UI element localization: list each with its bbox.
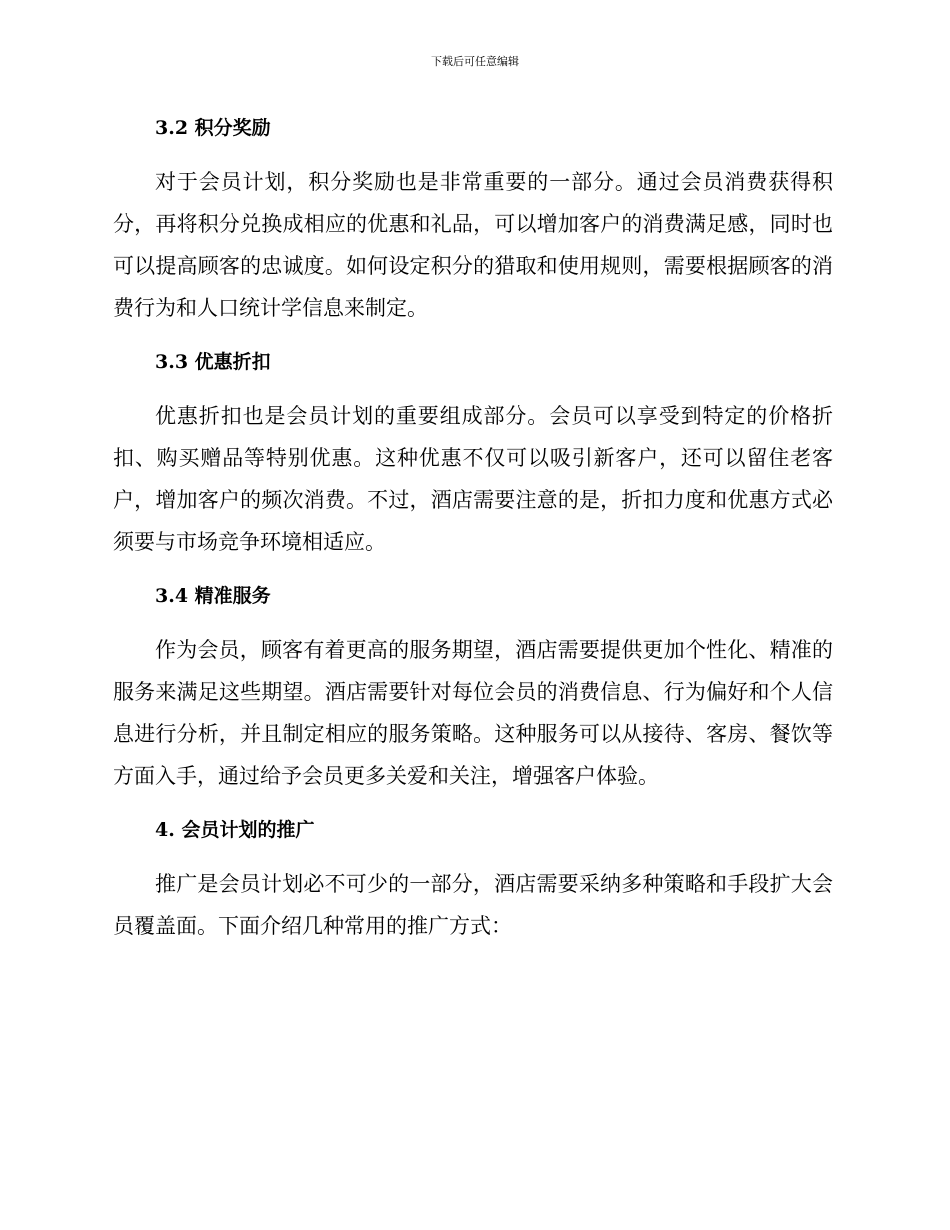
section-heading-3-2: 3.2 积分奖励: [155, 117, 271, 139]
document-body: [113, 107, 833, 947]
section-paragraph-3-3: 优惠折扣也是会员计划的重要组成部分。会员可以享受到特定的价格折扣、购买赠品等特别优惠。这种优惠不仅可以吸引新客户，还可以留住老客户，增加客户的频次消费。不过，酒店需要注意的是，折扣力度和优惠方式必须要与市场竞争环境相适应。: [113, 404, 833, 554]
header-note: 下载后可任意编辑: [431, 55, 519, 68]
section-paragraph-4: 推广是会员计划必不可少的一部分，酒店需要采纳多种策略和手段扩大会员覆盖面。下面介绍几种常用的推广方式：: [113, 872, 833, 938]
section-heading-3-3: 3.3 优惠折扣: [155, 351, 271, 373]
section-paragraph-3-4: 作为会员，顾客有着更高的服务期望，酒店需要提供更加个性化、精准的服务来满足这些期望。酒店需要针对每位会员的消费信息、行为偏好和个人信息进行分析，并且制定相应的服务策略。这种服务可以从接待、客房、餐饮等方面入手，通过给予会员更多关爱和关注，增强客户体验。: [113, 638, 833, 788]
section-paragraph-3-2: 对于会员计划，积分奖励也是非常重要的一部分。通过会员消费获得积分，再将积分兑换成相应的优惠和礼品，可以增加客户的消费满足感，同时也可以提高顾客的忠诚度。如何设定积分的猎取和使用规则，需要根据顾客的消费行为和人口统计学信息来制定。: [113, 170, 833, 320]
section-heading-3-4: 3.4 精准服务: [155, 585, 271, 607]
section-heading-4: 4. 会员计划的推广: [155, 819, 315, 841]
